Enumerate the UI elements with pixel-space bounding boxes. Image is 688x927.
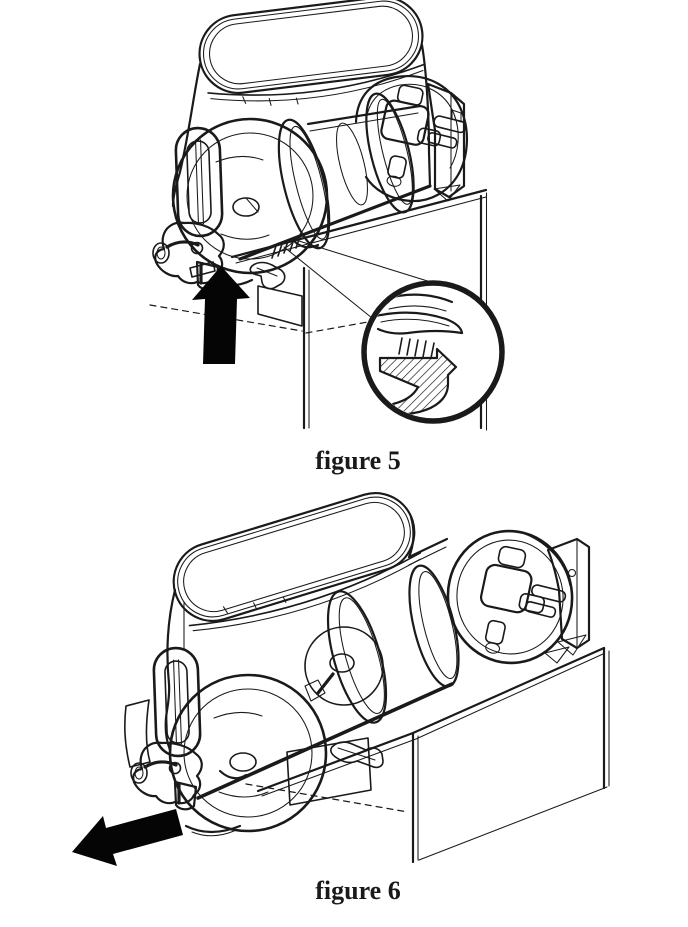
tap-assembly	[131, 647, 202, 809]
figure6-illustration	[0, 490, 688, 875]
tap-assembly	[153, 127, 252, 289]
tap-handle-loop	[153, 647, 201, 756]
auger-hoop-front	[269, 115, 340, 253]
figure6-caption: figure 6	[315, 876, 401, 905]
auger-hoop-rear	[400, 561, 469, 691]
drip-tray-recess	[258, 286, 302, 326]
auger-cylinder	[269, 89, 424, 253]
magnifier-callout	[364, 283, 502, 421]
bowl-right-edge	[422, 45, 430, 186]
bowl-lid	[164, 490, 428, 643]
auger-hub	[330, 654, 354, 672]
bowl-assembly	[164, 490, 452, 831]
figure5-caption: figure 5	[315, 446, 401, 475]
figure5-illustration	[0, 0, 688, 444]
panel-flap	[125, 700, 150, 767]
auger-cylinder	[305, 539, 468, 729]
front-hub	[230, 753, 256, 771]
arrow-down-left-icon	[72, 809, 183, 866]
mounting-bracket	[545, 539, 589, 663]
tap-base-dish	[186, 826, 240, 832]
bowl-lid	[195, 0, 429, 115]
auger-hub	[233, 198, 259, 216]
bowl-bottom-edge	[240, 186, 430, 259]
auger-hoop-front	[316, 585, 398, 728]
